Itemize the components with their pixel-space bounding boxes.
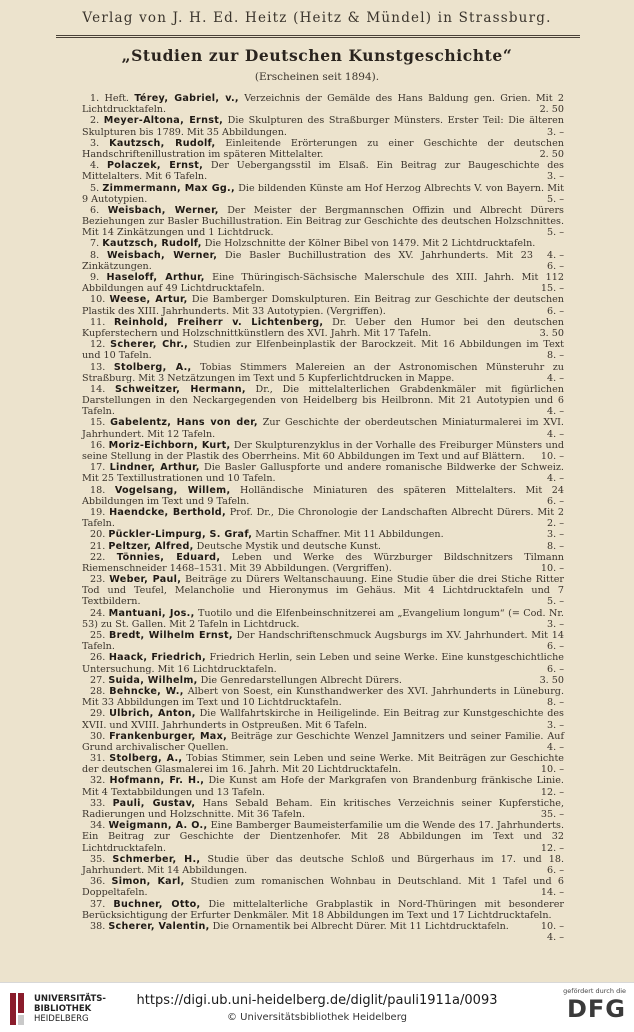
entry-number: 7.: [90, 238, 100, 250]
entry-price: 2. 50: [539, 104, 564, 116]
catalog-entry: [82, 552, 564, 574]
series-title: „Studien zur Deutschen Kunstgeschichte“: [121, 46, 513, 65]
entry-price: 6. –: [547, 260, 564, 272]
entry-author: Bredt, Wilhelm Ernst,: [109, 630, 233, 641]
entry-title: Beiträge zur Geschichte Wenzel Jamnitzers und seiner Familie. Auf Grund archivalischer Quellen.: [82, 730, 564, 753]
header-rule-bottom: [56, 37, 580, 38]
entry-price: 5. –: [547, 227, 564, 239]
entry-author: Kautzsch, Rudolf,: [102, 238, 202, 250]
dfg-logo[interactable]: gefördert durch die DFG: [563, 987, 626, 1023]
entry-author: Haseloff, Arthur,: [106, 272, 205, 283]
entry-price: 8. –: [547, 697, 564, 709]
catalog-entry: [82, 876, 564, 898]
entry-number: 38.: [90, 920, 106, 932]
entry-title: Holländische Miniaturen des späteren Mittelalters. Mit 24 Abbildungen im Text und 9 Tafeln.: [82, 484, 564, 507]
entry-author: Tönnies, Eduard,: [116, 551, 221, 563]
entry-price: 10. –: [540, 562, 564, 574]
entry-price: 4. –: [547, 932, 564, 944]
catalog-entry: [82, 362, 564, 384]
entry-price: 8. –: [547, 540, 564, 552]
entry-price: 4. –: [547, 473, 564, 485]
catalog-entry: [82, 675, 564, 686]
entry-price: 4. –: [547, 741, 564, 753]
entry-author: Schmerber, H.,: [112, 853, 201, 865]
catalog-entry: [82, 798, 564, 820]
entry-number: 23.: [90, 574, 106, 586]
entry-author: Meyer-Altona, Ernst,: [103, 115, 224, 127]
entry-number: 22.: [90, 551, 106, 563]
entry-author: Vogelsang, Willem,: [114, 484, 231, 496]
entry-number: 34.: [90, 820, 106, 832]
catalog-entry: [82, 205, 564, 239]
entries-list: [82, 93, 564, 943]
entry-title: Verzeichnis der Gemälde des Hans Baldung gen. Grien. Mit 2 Lichtdrucktafeln.: [82, 93, 565, 116]
entry-title: Die Wallfahrtskirche in Heiligelinde. Ein Beitrag zur Kunstgeschichte des XVII. und XVIII. Jahrhunderts in Ostpreußen. Mit 6 Tafeln.: [82, 708, 564, 731]
entry-title: Der Uebergangsstil im Elsaß. Ein Beitrag zur Baugeschichte des Mittelalters. Mit 6 Tafeln.: [82, 160, 564, 183]
entry-number: 6.: [90, 204, 100, 216]
entry-author: Behncke, W.,: [109, 685, 184, 697]
entry-title: Studie über das deutsche Schloß und Bürgerhaus im 17. und 18. Jahrhundert. Mit 14 Abbildungen.: [82, 853, 564, 876]
entry-title: Martin Schaffner. Mit 11 Abbildungen.: [255, 529, 444, 541]
entry-title: Der Skulpturenzyklus in der Vorhalle des Freiburger Münsters und seine Stellung in der Plastik des Oberrheins. Mit 60 Abbildungen im Text und auf Blättern.: [82, 439, 564, 462]
entry-title: Die Bamberger Domskulpturen. Ein Beitrag zur Geschichte der deutschen Plastik des XIII. Jahrhunderts. Mit 33 Autotypien. (Vergriffen).: [82, 294, 564, 317]
entry-author: Schweitzer, Hermann,: [115, 383, 246, 395]
catalog-entry: [82, 854, 564, 876]
catalog-entry: [82, 440, 564, 462]
entry-price: 10. –: [540, 451, 564, 462]
catalog-entry: [82, 731, 564, 753]
entry-price: 3. –: [547, 171, 564, 183]
entry-author: Pückler-Limpurg, S. Graf,: [108, 529, 253, 541]
entry-author: Gabelentz, Hans von der,: [110, 417, 258, 429]
entry-number: 24.: [90, 607, 106, 619]
entry-title: Dr. Ueber den Humor bei den deutschen Kupferstechern und Holzschnittkünstlern des XVI. Jahrh. Mit 17 Tafeln.: [82, 316, 564, 339]
entry-title: Die Basler Buchillustration des XV. Jahrhunderts. Mit 23 Zinkätzungen.: [82, 249, 533, 272]
catalog-entry: [82, 160, 564, 182]
entry-number: 31.: [90, 753, 106, 765]
entry-title: Eine Bamberger Baumeisterfamilie um die Wende des 17. Jahrhunderts. Ein Beitrag zur Geschichte der Dientzenhofer. Mit 28 Abbildungen im Text und 32 Lichtdrucktafeln.: [82, 820, 564, 854]
entry-number: 21.: [90, 540, 106, 552]
entry-price: 4. –: [547, 428, 564, 440]
entry-title: Studien zum romanischen Wohnbau in Deutschland. Mit 1 Tafel und 6 Doppeltafeln.: [82, 876, 564, 899]
catalog-entry: [82, 138, 564, 160]
catalog-entry: [82, 294, 564, 316]
entry-title: Zur Geschichte der oberdeutschen Miniaturmalerei im XVI. Jahrhundert. Mit 12 Tafeln.: [82, 417, 564, 440]
entry-author: Scherer, Chr.,: [110, 339, 189, 351]
entry-title: Der Handschriftenschmuck Augsburgs im XV. Jahrhundert. Mit 14 Tafeln.: [82, 630, 564, 653]
catalog-entry: [82, 339, 564, 361]
entry-title: Deutsche Mystik und deutsche Kunst.: [196, 540, 381, 552]
entry-author: Simon, Karl,: [111, 876, 185, 888]
entry-price: 3. 50: [539, 327, 564, 339]
entry-number: 19.: [90, 506, 106, 518]
entry-title: Albert von Soest, ein Kunsthandwerker des XVI. Jahrhunderts in Lüneburg. Mit 33 Abbildungen im Text und 10 Lichtdrucktafeln.: [82, 685, 564, 709]
entry-number: 1. Heft.: [90, 93, 129, 104]
entry-author: Moriz-Eichborn, Kurt,: [108, 439, 231, 451]
entry-author: Reinhold, Freiherr v. Lichtenberg,: [114, 316, 324, 328]
entry-number: 8.: [90, 249, 100, 261]
catalog-entry: [82, 608, 564, 630]
catalog-entry: [82, 485, 564, 507]
entry-price: 6. –: [547, 495, 564, 507]
entry-title: Tuotilo und die Elfenbeinschnitzerei am „Evangelium longum“ (= Cod. Nr. 53) zu St. Gallen. Mit 2 Tafeln in Lichtdruck.: [82, 607, 564, 630]
entry-author: Lindner, Arthur,: [109, 462, 200, 474]
entry-number: 37.: [90, 898, 106, 910]
entry-number: 36.: [90, 876, 106, 888]
entry-author: Mantuani, Jos.,: [108, 607, 195, 619]
dfg-wordmark: DFG: [566, 995, 626, 1023]
catalog-entry: [82, 686, 564, 708]
entry-price: 3. –: [547, 126, 564, 138]
entry-number: 25.: [90, 630, 106, 641]
entry-author: Weisbach, Werner,: [106, 249, 218, 261]
entry-author: Hofmann, Fr. H.,: [109, 775, 205, 787]
entry-number: 4.: [90, 160, 100, 172]
catalog-entry: [82, 630, 564, 652]
entry-number: 14.: [90, 383, 106, 395]
entry-price: 5. –: [547, 596, 564, 608]
entry-price: 12. –: [540, 786, 564, 798]
entry-title: Prof. Dr., Die Chronologie der Landschaften Albrecht Dürers. Mit 2 Tafeln.: [82, 506, 564, 530]
ub-logo-text: UNIVERSITÄTS- BIBLIOTHEK HEIDELBERG: [34, 994, 106, 1024]
entry-price: 8. –: [547, 350, 564, 362]
entry-number: 11.: [90, 316, 106, 328]
entry-title: Tobias Stimmer, sein Leben und seine Werke. Mit Beiträgen zur Geschichte der deutschen Glasmalerei im 16. Jahrh. Mit 20 Lichtdrucktafeln.: [82, 753, 564, 776]
catalog-entry: [82, 775, 564, 797]
catalog-entry: [82, 920, 564, 944]
catalog-entry: [82, 417, 564, 439]
entry-number: 17.: [90, 462, 106, 474]
entry-price: 6. –: [547, 305, 564, 317]
entry-title: Dr., Die mittelalterlichen Grabdenkmäler mit figürlichen Darstellungen in den Neckargegenden von Heidelberg bis Heilbronn. Mit 21 Autotypien und 6 Tafeln.: [82, 383, 564, 418]
entry-number: 9.: [90, 272, 100, 283]
entry-number: 29.: [90, 708, 106, 720]
entry-title: Einleitende Erörterungen zu einer Geschichte der deutschen Handschriftenillustration im späteren Mittelalter.: [82, 137, 564, 160]
publisher-line: Verlag von J. H. Ed. Heitz (Heitz & Mündel) in Strassburg.: [82, 10, 552, 26]
entry-price: 10. –: [540, 764, 564, 776]
entry-number: 15.: [90, 417, 106, 429]
entry-price: 3. –: [547, 618, 564, 630]
entry-price: 6. –: [547, 641, 564, 653]
entry-number: 33.: [90, 797, 106, 809]
entry-number: 13.: [90, 361, 106, 373]
catalog-entry: [82, 115, 564, 137]
entry-title: Die Ornamentik bei Albrecht Dürer. Mit 11 Lichtdrucktafeln.: [212, 920, 509, 932]
catalog-entry: [82, 652, 564, 674]
header-rule-top: [56, 35, 580, 36]
entry-author: Weber, Paul,: [109, 574, 182, 586]
entry-author: Haack, Friedrich,: [108, 652, 206, 664]
entry-number: 5.: [90, 182, 100, 194]
entry-author: Peltzer, Alfred,: [108, 540, 194, 552]
entry-price: 2. –: [547, 518, 564, 530]
catalog-entry: [82, 317, 564, 339]
entry-number: 27.: [90, 674, 106, 686]
entry-number: 32.: [90, 775, 106, 787]
entry-price: 15. –: [540, 283, 564, 295]
entry-price: 4. –: [547, 372, 564, 384]
entry-price: 2. 50: [539, 148, 564, 160]
entry-title: Die Skulpturen des Straßburger Münsters. Erster Teil: Die älteren Skulpturen bis 1789. Mit 35 Abbildungen.: [82, 115, 564, 138]
entry-author: Weese, Artur,: [109, 294, 188, 306]
catalog-entry: [82, 462, 564, 484]
entry-title: Friedrich Herlin, sein Leben und seine Werke. Eine kunstgeschichtliche Untersuchung. Mit 16 Lichtdrucktafeln.: [82, 652, 564, 675]
entry-author: Stolberg, A.,: [109, 753, 183, 765]
entry-price: 3. 50: [539, 674, 564, 686]
catalog-entry: [82, 574, 564, 608]
entry-author: Suida, Wilhelm,: [108, 674, 198, 686]
entry-price: 14. –: [540, 887, 564, 899]
entry-title: Die mittelalterliche Grabplastik in Nord-Thüringen mit besonderer Berücksichtigung der Erfurter Denkmäler. Mit 18 Abbildungen im Text und 17 Lichtdrucktafeln.: [82, 898, 564, 921]
entry-number: 35.: [90, 853, 106, 865]
entry-author: Pauli, Gustav,: [112, 797, 196, 809]
entry-author: Polaczek, Ernst,: [106, 160, 204, 172]
entry-price: 3. –: [547, 719, 564, 731]
entry-price: 35. –: [540, 809, 564, 820]
entry-price: 12. –: [540, 842, 564, 854]
entry-author: Buchner, Otto,: [113, 898, 201, 910]
entry-author: Kautzsch, Rudolf,: [109, 137, 216, 149]
entry-title: Die bildenden Künste am Hof Herzog Albrechts V. von Bayern. Mit 9 Autotypien.: [82, 182, 564, 205]
entry-price: 5. –: [547, 193, 564, 205]
series-subtitle: (Erscheinen seit 1894).: [254, 71, 380, 83]
entry-number: 16.: [90, 439, 106, 451]
entry-author: Térey, Gabriel, v.,: [134, 93, 239, 104]
footer-bar: [0, 982, 634, 1032]
entry-author: Zimmermann, Max Gg.,: [102, 182, 235, 194]
copyright-notice: © Universitätsbibliothek Heidelberg: [226, 1012, 407, 1023]
entry-price: 3. –: [547, 529, 564, 541]
entry-price: 6. –: [547, 864, 564, 876]
entry-price: 4. –: [547, 406, 564, 418]
catalog-entry: [82, 272, 564, 294]
entry-title: Tobias Stimmers Malereien an der Astronomischen Münsteruhr zu Straßburg. Mit 3 Netzätzungen im Text und 5 Kupferlichtdrucken in Mappe.: [82, 361, 564, 384]
entry-number: 2.: [90, 115, 100, 127]
entry-title: Die Basler Galluspforte und andere romanische Bildwerke der Schweiz. Mit 25 Textillustrationen und 10 Tafeln.: [82, 462, 564, 485]
catalog-entry: [82, 250, 564, 272]
entry-number: 18.: [90, 484, 106, 496]
entry-number: 28.: [90, 685, 106, 697]
entry-author: Weigmann, A. O.,: [108, 820, 208, 832]
entry-price: 4. –: [547, 249, 564, 261]
entry-number: 12.: [90, 339, 106, 351]
catalog-entry: [82, 708, 564, 730]
catalog-entry: [82, 541, 564, 552]
entry-number: 3.: [90, 137, 100, 149]
catalog-entry: [82, 820, 564, 854]
entry-title: Studien zur Elfenbeinplastik der Barockzeit. Mit 16 Abbildungen im Text und 10 Tafeln.: [82, 339, 565, 362]
catalog-entry: [82, 384, 564, 418]
entry-number: 20.: [90, 529, 106, 541]
entry-title: Hans Sebald Beham. Ein kritisches Verzeichnis seiner Kupferstiche, Radierungen und Holzschnitte. Mit 36 Tafeln.: [82, 797, 564, 820]
entry-number: 10.: [90, 294, 106, 306]
entry-title: Leben und Werke des Würzburger Bildschnitzers Tilmann Riemenschneider 1468–1531. Mit 39 Abbildungen. (Vergriffen).: [82, 551, 564, 574]
entry-price: 10. –: [540, 920, 564, 932]
entry-number: 30.: [90, 730, 106, 742]
entry-author: Ulbrich, Anton,: [109, 708, 196, 720]
entry-author: Scherer, Valentin,: [108, 920, 210, 932]
entry-title: Die Kunst am Hofe der Markgrafen von Brandenburg fränkische Linie. Mit 4 Textabbildungen und 13 Tafeln.: [82, 775, 564, 798]
catalog-entry: [82, 529, 564, 540]
entry-number: 26.: [90, 652, 106, 664]
catalog-entry: [82, 183, 564, 205]
permalink-url[interactable]: https://digi.ub.uni-heidelberg.de/diglit/pauli1911a/0093: [136, 993, 498, 1008]
entry-title: Die Genredarstellungen Albrecht Dürers.: [200, 674, 402, 686]
entry-title: Die Holzschnitte der Kölner Bibel von 1479. Mit 2 Lichtdrucktafeln.: [204, 238, 536, 250]
entry-price: 6. –: [547, 663, 564, 675]
entry-author: Weisbach, Werner,: [107, 204, 219, 216]
entry-author: Haendcke, Berthold,: [109, 506, 226, 518]
catalog-entry: [82, 93, 564, 115]
entry-title: Eine Thüringisch-Sächsische Malerschule des XIII. Jahrh. Mit 112 Abbildungen auf 49 Lichtdrucktafeln.: [82, 272, 564, 295]
catalog-entry: [82, 753, 564, 775]
entry-title: Beiträge zu Dürers Weltanschauung. Eine Studie über die drei Stiche Ritter Tod und Teufel, Melancholie und Hieronymus im Gehäus. Mit 4 Lichtdrucktafeln und 7 Textbildern.: [82, 574, 564, 608]
entry-title: Der Meister der Bergmannschen Offizin und Albrecht Dürers Beziehungen zur Basler Buchillustration. Ein Beitrag zur Geschichte des deutschen Holzschnittes. Mit 14 Zinkätzungen und 1 Lichtdruck.: [82, 204, 564, 239]
entry-author: Stolberg, A.,: [113, 361, 192, 373]
entry-author: Frankenburger, Max,: [109, 730, 228, 742]
catalog-entry: [82, 507, 564, 529]
